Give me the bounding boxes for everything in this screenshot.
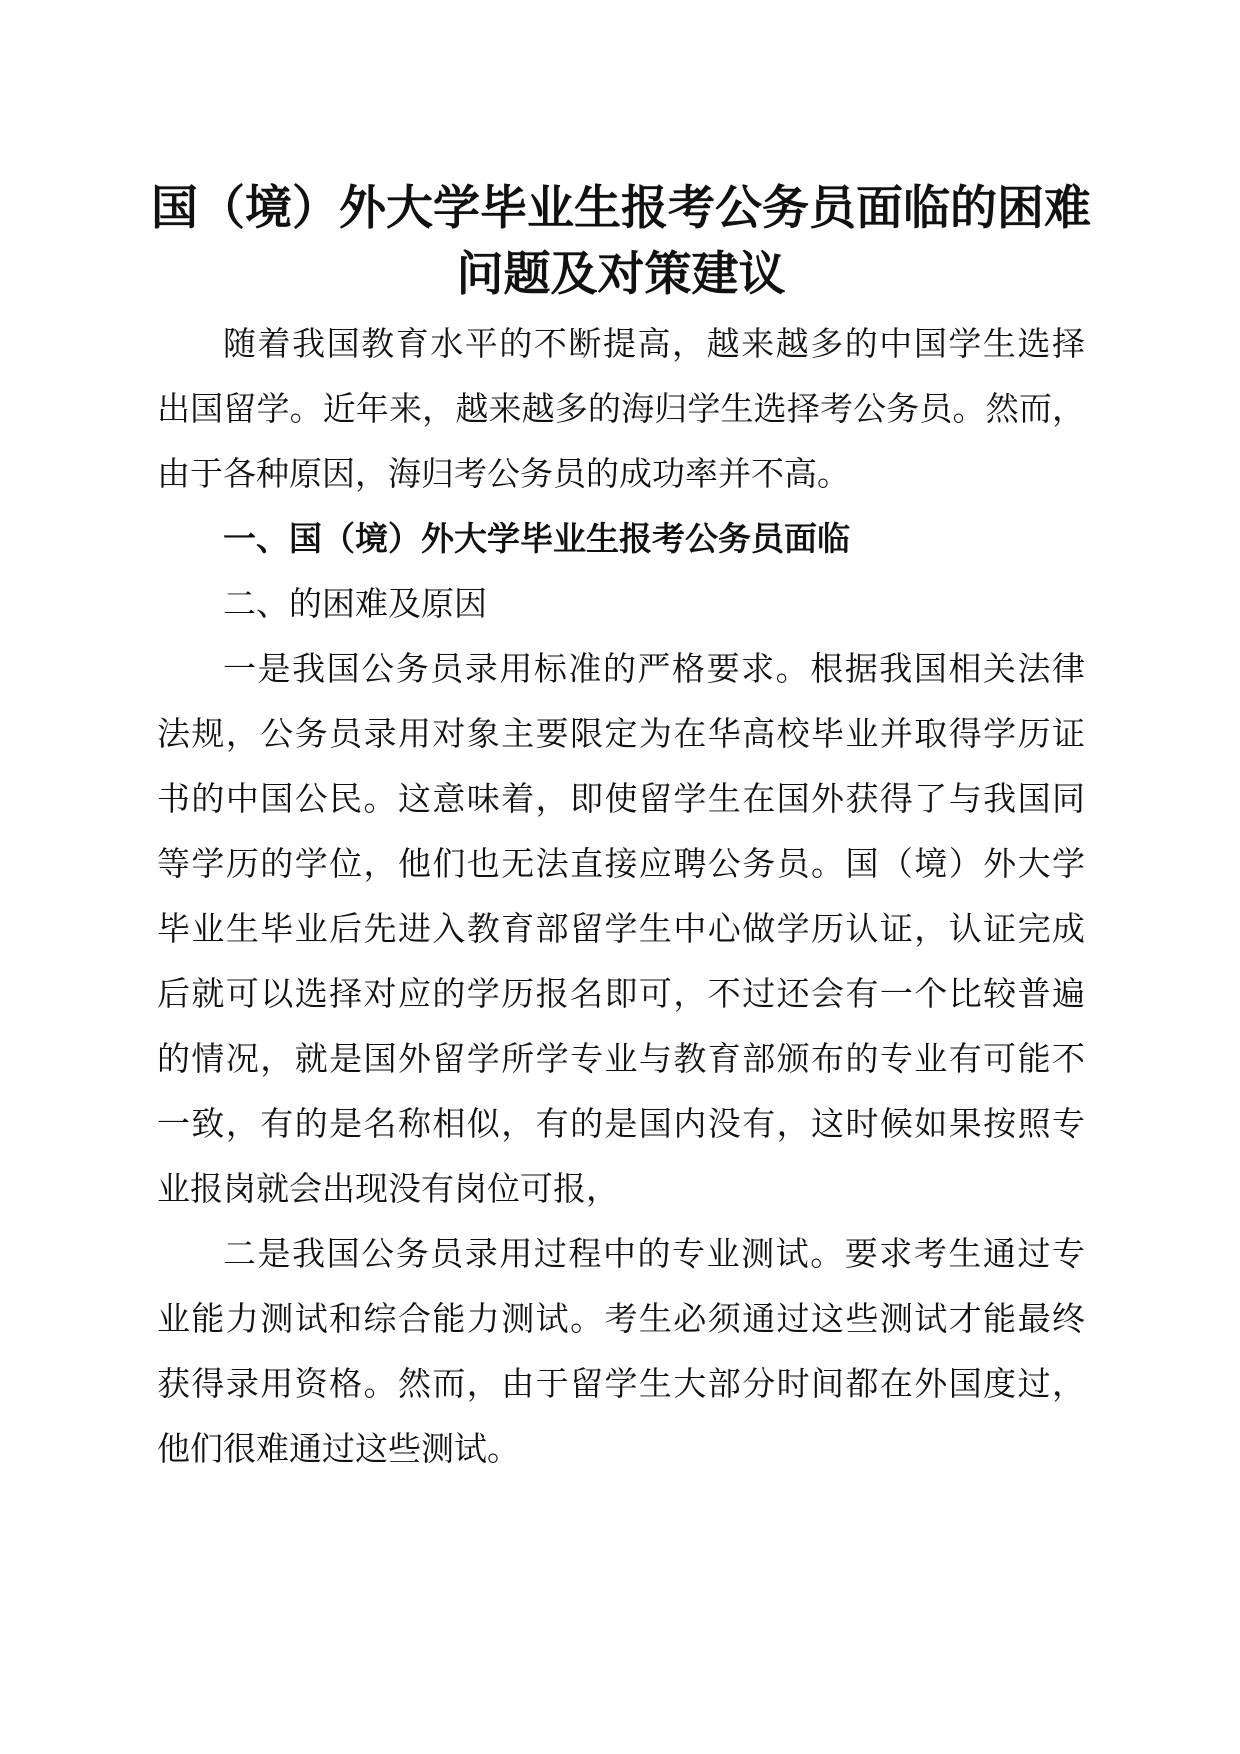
text-line: 一是我国公务员录用标准的严格要求。根据我国相关法律: [223, 649, 1085, 688]
text-line: 由于各种原因，海归考公务员的成功率并不高。: [157, 454, 850, 493]
text-line: 法规，公务员录用对象主要限定为在华高校毕业并取得学历证: [157, 714, 1085, 753]
text-line: 等学历的学位，他们也无法直接应聘公务员。国（境）外大学: [157, 844, 1085, 883]
text-line: 二是我国公务员录用过程中的专业测试。要求考生通过专: [223, 1234, 1085, 1273]
text-line: 他们很难通过这些测试。: [157, 1429, 520, 1468]
section-subheading: [157, 571, 1085, 636]
paragraph-point-two: [157, 1221, 1085, 1481]
paragraph-intro: [157, 311, 1085, 506]
text-line: 随着我国教育水平的不断提高，越来越多的中国学生选择: [223, 324, 1085, 363]
text-line: 的情况，就是国外留学所学专业与教育部颁布的专业有可能不: [157, 1039, 1085, 1078]
paragraph-point-one: [157, 636, 1085, 1221]
text-line: 后就可以选择对应的学历报名即可，不过还会有一个比较普遍: [157, 974, 1085, 1013]
section-heading: [157, 506, 1085, 571]
subheading-text: 二、的困难及原因: [223, 584, 487, 623]
text-line: 出国留学。近年来，越来越多的海归学生选择考公务员。然而，: [157, 389, 1085, 428]
text-line: 业报岗就会出现没有岗位可报，: [157, 1169, 619, 1208]
text-line: 获得录用资格。然而，由于留学生大部分时间都在外国度过，: [157, 1364, 1085, 1403]
text-line: 业能力测试和综合能力测试。考生必须通过这些测试才能最终: [157, 1299, 1085, 1338]
text-line: 一致，有的是名称相似，有的是国内没有，这时候如果按照专: [157, 1104, 1085, 1143]
document-body: [157, 311, 1085, 1481]
text-line: 书的中国公民。这意味着，即使留学生在国外获得了与我国同: [157, 779, 1085, 818]
title-line-1: 国（境）外大学毕业生报考公务员面临的困难: [151, 181, 1091, 236]
text-line: 毕业生毕业后先进入教育部留学生中心做学历认证，认证完成: [157, 909, 1085, 948]
document-title: [151, 176, 1091, 308]
heading-text: 一、国（境）外大学毕业生报考公务员面临: [223, 519, 850, 558]
title-line-2: 问题及对策建议: [456, 247, 786, 302]
